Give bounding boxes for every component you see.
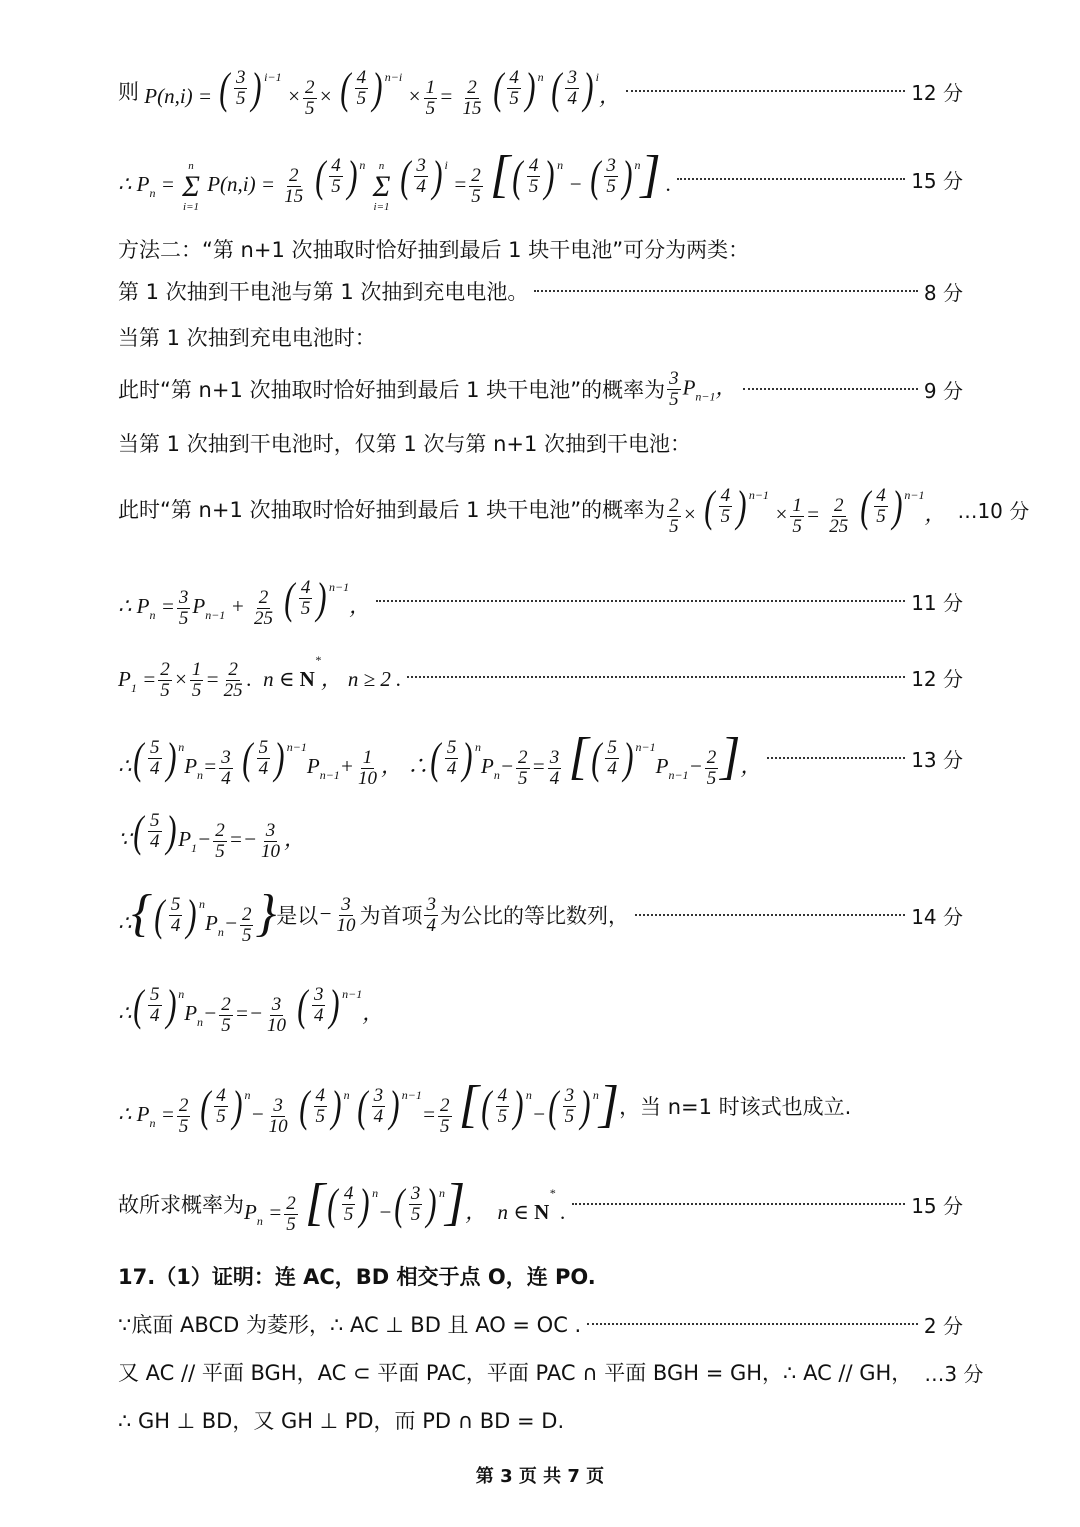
line-18-text: ∵底面 ABCD 为菱形，∴ AC ⊥ BD 且 AO = OC . xyxy=(118,1313,582,1337)
formula-12: ∵ ( $\frac{5}{4}$ ) $P_1-$ $\frac{2}{5}$ =− $\frac{3}{10}$ ， xyxy=(118,806,305,862)
score-2: 15 分 xyxy=(911,168,963,193)
line-4 xyxy=(118,276,963,306)
line-1-prefix: 则 xyxy=(118,80,139,104)
line-8-text: 此时“第 n+1 次抽取时恰好抽到最后 1 块干电池”的概率为 xyxy=(118,498,666,522)
score-11: 13 分 xyxy=(911,747,963,772)
score-9: 11 分 xyxy=(911,590,963,615)
score-18: 2 分 xyxy=(923,1313,963,1338)
formula-9: ∴ $P_n$ = $\frac{3}{5}$ $P_{n-1}$ + $\frac{2}{25}$ ( $\frac{4}{5}$ ) $^{n-1}$， xyxy=(118,573,370,629)
formula-14: ∴ ( $\frac{5}{4}$ ) $^nP_n-$ $\frac{2}{5}$ =− $\frac{3}{10}$ ( $\frac{3}{4}$ ) $^{n-1}$， xyxy=(118,980,383,1036)
score-19: …3 分 xyxy=(924,1361,984,1386)
formula-6: $\frac{3}{5}$ $P_{n-1}$， xyxy=(669,367,737,410)
line-13-text-b: 为首项 xyxy=(359,904,423,928)
line-1 xyxy=(118,60,963,122)
line-6-text: 此时“第 n+1 次抽取时恰好抽到最后 1 块干电池”的概率为 xyxy=(118,378,666,402)
line-9 xyxy=(118,570,963,632)
formula-8: $\frac{2}{5}$ × ( $\frac{4}{5}$ ) $^{n-1}$ × $\frac{1}{5}$ = $\frac{2}{25}$ ( $\frac{4}{5}$ ) $^{n-1}$， xyxy=(665,481,945,537)
formula-16: $P_n$ = $\frac{2}{5}$ ( [ $\frac{4}{5}$ ) $^n$− ( $\frac{3}{5}$ ) $^n$ ]， n ∈ N* . xyxy=(244,1173,566,1235)
line-7 xyxy=(118,428,963,458)
line-12 xyxy=(118,805,963,863)
score-6: 9 分 xyxy=(923,378,963,403)
line-3 xyxy=(118,234,963,264)
problem-17-heading: 17.（1）证明：连 AC，BD 相交于点 O，连 PO. xyxy=(118,1265,596,1289)
score-8: …10 分 xyxy=(957,498,1030,523)
line-17 xyxy=(118,1260,963,1292)
formula-13b: − $\frac{3}{10}$ xyxy=(318,893,356,936)
line-4-text: 第 1 次抽到干电池与第 1 次抽到充电电池。 xyxy=(118,280,529,304)
leader-10 xyxy=(407,676,905,678)
method-two-text: 方法二：“第 n+1 次抽取时恰好抽到最后 1 块干电池”可分为两类： xyxy=(118,238,750,262)
leader-13 xyxy=(635,914,905,916)
line-14 xyxy=(118,975,963,1041)
line-6 xyxy=(118,364,963,414)
leader-16 xyxy=(572,1203,905,1205)
leader-11 xyxy=(767,757,905,759)
formula-13c: $\frac{3}{4}$ xyxy=(426,893,436,936)
line-11 xyxy=(118,725,963,791)
line-19-text: 又 AC // 平面 BGH，AC ⊂ 平面 PAC，平面 PAC ∩ 平面 BGH = GH，∴ AC // GH， xyxy=(118,1361,913,1385)
leader-9 xyxy=(376,600,905,602)
formula-15: ∴ $P_n$ = $\frac{2}{5}$ ( $\frac{4}{5}$ ) $^n$− $\frac{3}{10}$ ( $\frac{4}{5}$ ) $^n$ ( $\frac{3}{4}$ ) $^{n-1}$= $\frac{2}{5}$ ( [ $\frac{4}{5}$ ) $^n$− ( $\frac{3}{5}$ ) $^n$ ] xyxy=(118,1075,619,1137)
leader-2 xyxy=(677,178,905,180)
score-1: 12 分 xyxy=(911,80,963,105)
line-13-text-a: 是以 xyxy=(276,904,319,928)
line-15 xyxy=(118,1072,963,1140)
line-20 xyxy=(118,1404,963,1436)
score-10: 12 分 xyxy=(911,666,963,691)
score-13: 14 分 xyxy=(911,904,963,929)
formula-pn-sum: ∴ $P_n$ = n Σ i=1 P(n,i) = $\frac{2}{15}$ ( $\frac{4}{5}$ ) $^n$ n Σ i=1 ( $\frac{3}{4}$ ) $^i$ = $\frac{2}{5}$ ( [ $\frac{4}{5}$ ) $^n$ − ( $\frac{3}{5}$ ) $^n$ ] . xyxy=(118,145,671,212)
line-20-text: ∴ GH ⊥ BD，又 GH ⊥ PD，而 PD ∩ BD = D. xyxy=(118,1409,565,1433)
leader-6 xyxy=(743,388,918,390)
line-8 xyxy=(118,478,1030,540)
formula-13a: ∴ ( { $\frac{5}{4}$ ) $^nP_n-$ $\frac{2}{5}$ } xyxy=(118,884,276,946)
line-5-text: 当第 1 次抽到充电电池时： xyxy=(118,326,376,350)
line-13 xyxy=(118,882,963,948)
score-4: 8 分 xyxy=(923,280,963,305)
formula-10: $P_1$ = $\frac{2}{5}$ × $\frac{1}{5}$ = $\frac{2}{25}$ . n ∈ N*， n ≥ 2 . xyxy=(118,652,402,702)
leader-1 xyxy=(626,90,905,92)
line-7-text: 当第 1 次抽到干电池时，仅第 1 次与第 n+1 次抽到干电池： xyxy=(118,432,692,456)
formula-p-n-i: P(n,i) = ( $\frac{3}{5}$ ) $^{i-1}$ × $\frac{2}{5}$ × ( $\frac{4}{5}$ ) $^{n-i}$ × $\frac{1}{5}$ = $\frac{2}{15}$ ( $\frac{4}{5}$ ) $^n$ ( $\frac{3}{4}$ ) $^i$， xyxy=(139,63,620,119)
line-15-text: ，当 n=1 时该式也成立. xyxy=(619,1095,852,1119)
line-10 xyxy=(118,652,963,702)
page-footer: 第 3 页 共 7 页 xyxy=(475,1466,605,1487)
line-16-text: 故所求概率为 xyxy=(118,1193,244,1217)
score-16: 15 分 xyxy=(911,1193,963,1218)
line-18 xyxy=(118,1308,963,1340)
line-19 xyxy=(118,1356,984,1388)
line-2 xyxy=(118,145,963,213)
line-5 xyxy=(118,322,963,352)
formula-11: ∴ ( $\frac{5}{4}$ ) $^nP_n=$ $\frac{3}{4}$ ( $\frac{5}{4}$ ) $^{n-1}P_{n-1}+$ $\frac{1}{10}$ ， ∴ ( $\frac{5}{4}$ ) $^nP_n-$ $\frac{2}{5}$ = $\frac{3}{4}$ ( [ $\frac{5}{4}$ ) $^{n-1}P_{n-1}-$ $\frac{2}{5}$ ] ， xyxy=(118,727,761,789)
line-13-text-c: 为公比的等比数列， xyxy=(439,904,629,928)
leader-18 xyxy=(587,1323,918,1325)
leader-4 xyxy=(534,290,917,292)
line-16 xyxy=(118,1170,963,1238)
